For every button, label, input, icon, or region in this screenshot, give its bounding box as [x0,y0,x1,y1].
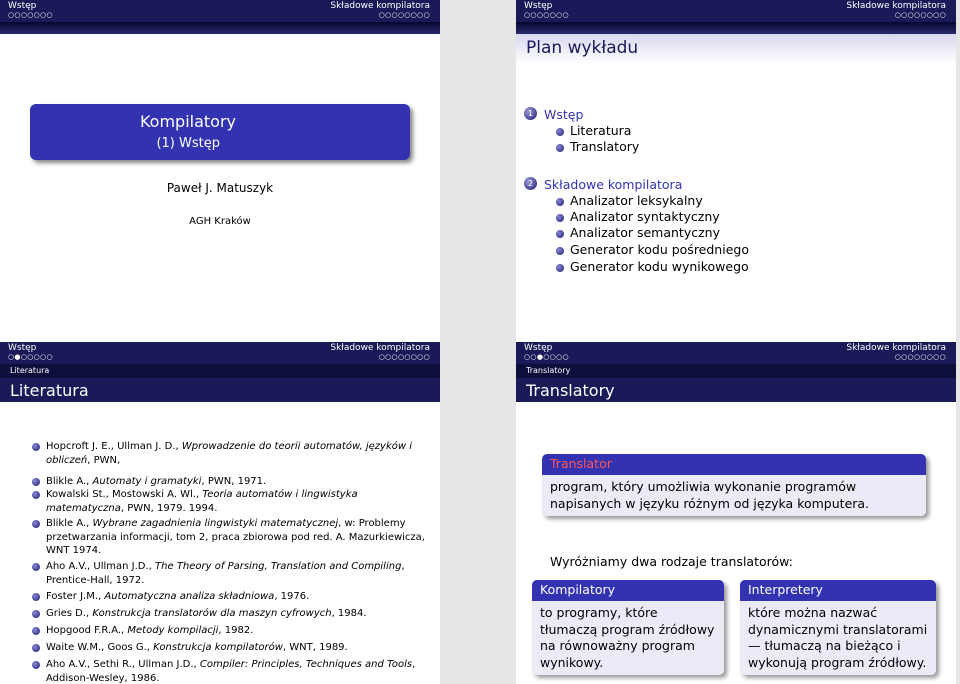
bullet-icon [32,478,40,486]
nav-dots-left[interactable]: ○●○○○○○ [8,353,53,361]
bullet-icon [556,144,564,152]
section-number: 2 [524,177,537,190]
reference-item: Aho A.V., Ullman J.D., The Theory of Parsing, Translation and Compiling, Prentice-Hall, 1972. [46,560,426,587]
frame-title: Plan wykładu [526,38,639,58]
plan-subsection[interactable]: Generator kodu wynikowego [570,259,749,274]
bullet-icon [32,627,40,635]
compilers-block [532,580,724,675]
bullet-icon [556,230,564,238]
nav-dots-left[interactable]: ○○●○○○○ [524,353,569,361]
frame-title: Literatura [10,381,89,400]
bullet-icon [32,644,40,652]
slide-translatory [516,342,956,684]
reference-item: Gries D., Konstrukcja translatorów dla maszyn cyfrowych, 1984. [46,607,426,621]
subsection-name: Translatory [526,366,571,375]
block-title: Translator [542,454,926,475]
nav-bar [0,0,440,22]
bullet-icon [32,610,40,618]
institution: AGH Kraków [189,216,251,227]
reference-item: Waite W.M., Goos G., Konstrukcja kompilatorów, WNT, 1989. [46,641,426,655]
bullet-icon [32,491,40,499]
plan-subsection[interactable]: Analizator syntaktyczny [570,209,720,224]
intro-text: Wyróżniamy dwa rodzaje translatorów: [550,554,793,569]
author: Paweł J. Matuszyk [166,181,274,195]
nav-subbar [516,22,956,34]
reference-item: Kowalski St., Mostowski A. Wl., Teoria automatów i lingwistyka matematyczna, PWN, 1979. 1994. [46,488,426,515]
block-title: Interpretery [740,580,936,601]
reference-item: Hopgood F.R.A., Metody kompilacji, 1982. [46,624,426,638]
bullet-icon [32,661,40,669]
block-title: Kompilatory [532,580,724,601]
nav-dots-right[interactable]: ○○○○○○○○ [378,11,430,19]
nav-section-left[interactable]: Wstęp [8,1,37,11]
nav-section-left[interactable]: Wstęp [524,343,553,353]
nav-subbar [0,364,440,378]
presentation-subtitle: (1) Wstęp [156,136,220,151]
nav-bar [516,342,956,364]
nav-section-right[interactable]: Składowe kompilatora [846,343,946,353]
nav-section-left[interactable]: Wstęp [524,1,553,11]
nav-subbar [516,364,956,378]
section-label: Wstęp [544,107,584,122]
nav-bar [0,342,440,364]
section-number: 1 [524,107,537,120]
plan-section[interactable] [527,177,683,192]
bullet-icon [32,520,40,528]
nav-dots-right[interactable]: ○○○○○○○○ [378,353,430,361]
bullet-icon [32,563,40,571]
nav-section-right[interactable]: Składowe kompilatora [330,1,430,11]
bullet-icon [556,198,564,206]
reference-item: Aho A.V., Sethi R., Ullman J.D., Compiler: Principles, Techniques and Tools, Addison-Wesley, 1986. [46,658,426,684]
definition-block [542,454,926,516]
plan-section[interactable] [527,107,584,122]
bullet-icon [32,443,40,451]
subsection-name: Literatura [10,366,50,375]
reference-item: Foster J.M., Automatyczna analiza składniowa, 1976. [46,590,426,604]
nav-section-right[interactable]: Składowe kompilatora [846,1,946,11]
nav-section-right[interactable]: Składowe kompilatora [330,343,430,353]
nav-dots-left[interactable]: ○○○○○○○ [524,11,569,19]
plan-subsection[interactable]: Analizator semantyczny [570,225,720,240]
block-body: to programy, które tłumaczą program źródłowy na równoważny program wynikowy. [532,601,724,675]
bullet-icon [556,214,564,222]
plan-subsection[interactable]: Analizator leksykalny [570,193,703,208]
reference-item: Blikle A., Wybrane zagadnienia lingwistyki matematycznej, w: Problemy przetwarzania informacji, tom 2, praca zbiorowa pod red. A. Mazurkiewicza, WNT 1974. [46,517,426,558]
slide-literatura [0,342,440,684]
nav-subbar [0,22,440,34]
block-body: program, który umożliwia wykonanie programów napisanych w języku różnym od języka komputera. [542,475,926,516]
interpreters-block [740,580,936,675]
nav-dots-left[interactable]: ○○○○○○○ [8,11,53,19]
bullet-icon [556,264,564,272]
slide-plan [516,0,956,342]
section-label: Składowe kompilatora [544,177,683,192]
bullet-icon [32,593,40,601]
nav-section-left[interactable]: Wstęp [8,343,37,353]
bullet-icon [556,247,564,255]
nav-dots-right[interactable]: ○○○○○○○○ [894,11,946,19]
reference-item: Blikle A., Automaty i gramatyki, PWN, 1971. [46,475,426,489]
nav-dots-right[interactable]: ○○○○○○○○ [894,353,946,361]
slide-title [0,0,440,342]
title-block [30,104,410,160]
bullet-icon [556,128,564,136]
block-body: które można nazwać dynamicznymi translatorami — tłumaczą na bieżąco i wykonują program źródłowy. [740,601,936,675]
plan-subsection[interactable]: Generator kodu pośredniego [570,242,749,257]
presentation-title: Kompilatory [139,112,236,131]
reference-item: Hopcroft J. E., Ullman J. D., Wprowadzenie do teorii automatów, języków i obliczeń, PWN, [46,440,426,467]
nav-bar [516,0,956,22]
frame-title: Translatory [526,381,615,400]
plan-subsection[interactable]: Literatura [570,123,631,138]
plan-subsection[interactable]: Translatory [570,139,639,154]
